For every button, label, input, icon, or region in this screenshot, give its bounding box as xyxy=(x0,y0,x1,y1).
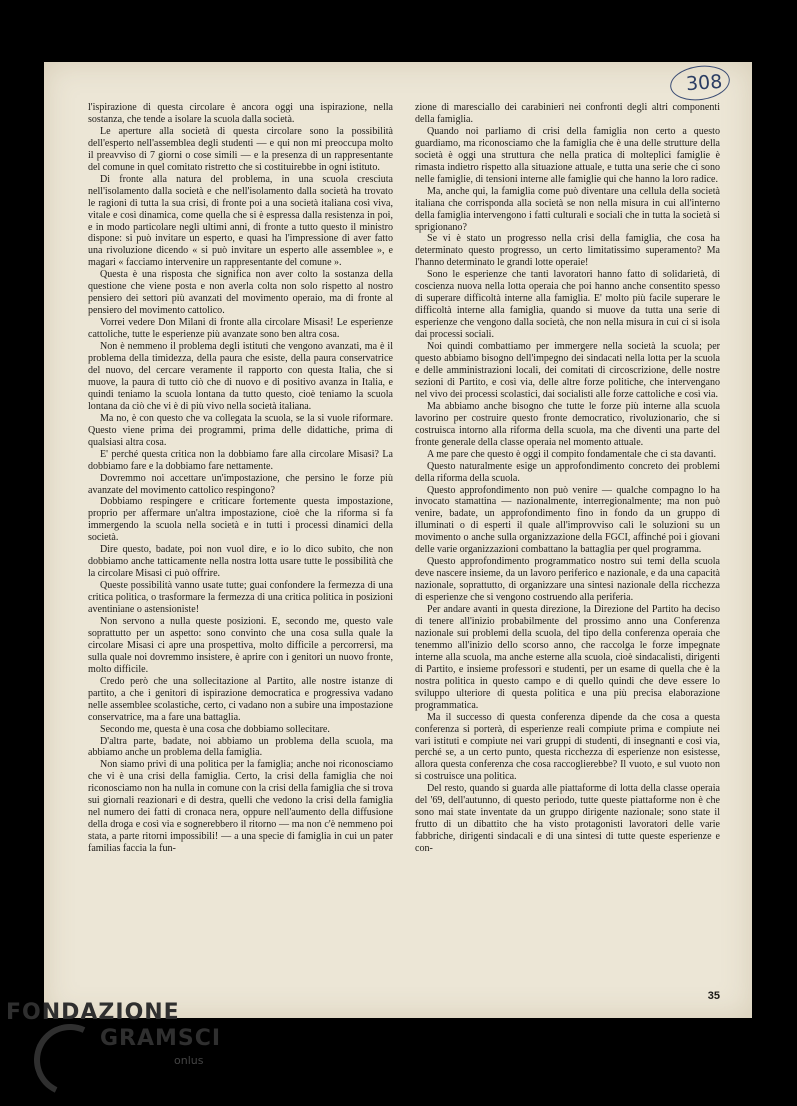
paragraph: Queste possibilità vanno usate tutte; guai confondere la fermezza di una critica politica, o trasformare la fermezza di una critica politica in posizioni aventiniane o astensioniste! xyxy=(88,580,393,616)
paragraph: Non servono a nulla queste posizioni. E, secondo me, questo vale soprattutto per un aspetto: sono convinto che una cosa sulla quale la circolare Misasi ci apre una prospettiva, molto difficile a percorrersi, ma sulla quale noi dovremmo insistere, è aprire con i genitori un nuovo fronte, molto difficile. xyxy=(88,615,393,675)
scanned-page xyxy=(44,62,752,1018)
text-column-right xyxy=(415,102,720,855)
logo-text-gramsci: GRAMSCI xyxy=(100,1026,222,1051)
paragraph: Non è nemmeno il problema degli istituti che vengono avanzati, ma è il problema della timidezza, della paura che esiste, della paura conservatrice del nuovo, del cercare veramente il rapporto con questa Italia, che si muove, la paura di tutto ciò che di nuovo e di positivo avanza in Italia, e quindi teniamo la scuola lontana da tutto questo, cioè teniamo la scuola lontana da ciò che vi è di più vivo nella società italiana. xyxy=(88,341,393,412)
fondazione-gramsci-logo xyxy=(0,1000,230,1080)
paragraph: Credo però che una sollecitazione al Partito, alle nostre istanze di partito, a che i genitori di ispirazione democratica e progressiva vadano nelle assemblee scolastiche, certo, ci vadano non a subire una impostazione conservatrice, ma a fare una battaglia. xyxy=(88,675,393,723)
paragraph: Se vi è stato un progresso nella crisi della famiglia, che cosa ha determinato questo progresso, un certo limitatissimo superamento? Ma l'hanno determinato le grandi lotte operaie! xyxy=(415,233,720,269)
paragraph: Ma il successo di questa conferenza dipende da che cosa a questa conferenza si porterà, di esperienze reali compiute prima e compiute nei vari istituti e compiute nei vari gruppi di studenti, di insegnanti e così via, perché se, a un certo punto, questa ricchezza di esperienze non esistesse, allora questa conferenza che cosa raccoglierebbe? Il vuoto, e sul vuoto non si costruisce una politica. xyxy=(415,711,720,783)
paragraph: D'altra parte, badate, noi abbiamo un problema della scuola, ma abbiamo anche un problema della famiglia. xyxy=(88,735,393,759)
paragraph: Quando noi parliamo di crisi della famiglia non certo a questo guardiamo, ma riconosciamo che la famiglia che è una delle strutture della società è oggi una struttura che nella pratica di molteplici famiglie è rimasta indietro rispetto alla situazione attuale, e tutta una serie che ci sono nelle famiglie, di tensioni interne alle famiglie qui che hanno la loro radice. xyxy=(415,125,720,185)
paragraph: A me pare che questo è oggi il compito fondamentale che ci sta davanti. xyxy=(427,448,717,460)
paragraph: Questo approfondimento programmatico nostro sui temi della scuola deve nascere insieme, da un lavoro periferico e nazionale, e da una capacità nazionale, soprattutto, di organizzare una sintesi nazionale della ricchezza di esperienze che si vengono costruendo alla periferia. xyxy=(415,556,720,604)
paragraph: Questo approfondimento non può venire — qualche compagno lo ha invocato stamattina — nazionalmente, interregionalmente; ma non può venire, badate, un approfondimento fino in fondo da un gruppo di illuminati o di esperti il quale all'improvviso cali le soluzioni su un movimento o anche sulla organizzazione della FGCI, affinché poi i giovani delle varie organizzazioni combattano la battaglia per quel programma. xyxy=(415,484,720,556)
paragraph: Questo naturalmente esige un approfondimento concreto dei problemi della riforma della scuola. xyxy=(415,460,720,484)
paragraph: Ma abbiamo anche bisogno che tutte le forze più interne alla scuola lavorino per costruire questo fronte democratico, rivoluzionario, che si costruisca intorno alla riforma della scuola, ma che diventi una parte del fronte generale della classe operaia nel momento attuale. xyxy=(415,400,720,448)
paragraph: Ma, anche qui, la famiglia come può diventare una cellula della società italiana che corrisponda alla società se non nella misura in cui all'interno della famiglia intervengono i fatti culturali e sociali che in tutta la società si sprigionano? xyxy=(415,185,720,233)
page-number: 35 xyxy=(707,990,720,1002)
paragraph: Le aperture alla società di questa circolare sono la possibilità dell'esperto nell'assemblea degli studenti — e qui non mi preoccupa molto il preavviso di 7 giorni o cose simili — e la presenza di un rappresentante del comune in quel comitato ristretto che si costituirebbe in ogni istituto. xyxy=(88,125,393,173)
text-column-left xyxy=(88,102,393,855)
paragraph: Vorrei vedere Don Milani di fronte alla circolare Misasi! Le esperienze cattoliche, tutte le esperienze più avanzate sono ben altra cosa. xyxy=(88,317,393,341)
paragraph: Non siamo privi di una politica per la famiglia; anche noi riconosciamo che vi è una crisi della famiglia. Certo, la crisi della famiglia che noi riconosciamo non ha nulla in comune con la crisi della famiglia che si trova sui giornali reazionari e di destra, quelli che vedono la crisi della famiglia nel numero dei fatti di cronaca nera, oppure nell'aumento della diffusione della droga e così via e sognerebbero il ritorno — ma non c'è nemmeno poi stata, a parte ritorni impossibili! — a una specie di famiglia in cui un pater familias faccia la fun- xyxy=(88,759,393,855)
handwritten-page-annotation: 308 xyxy=(685,70,723,96)
paragraph: Noi quindi combattiamo per immergere nella società la scuola; per questo abbiamo bisogno dell'impegno dei sindacati nella lotta per la scuola e delle amministrazioni locali, dei comitati di circoscrizione, delle nostre sezioni di Partito, e così via, delle altre forze politiche, che intervengano nel vivo dei processi scolastici, dai socialisti alle forze cattoliche e così via. xyxy=(415,341,720,400)
paragraph: Di fronte alla natura del problema, in una scuola cresciuta nell'isolamento dalla società e che nell'isolamento dalla società ha trovato le ragioni di tutta la sua crisi, di fronte poi a una società italiana così viva, vitale e così dinamica, come quella che si è espressa dalla resistenza in poi, e in modo particolare negli ultimi anni, di fronte a tutto questo il ministro dispone: si può invitare un esperto, e quasi ha l'impressione di aver fatto una rivoluzione dicendo « si può invitare un esperto alle assemblee », e magari « facciamo intervenire un rappresentante del comune ». xyxy=(88,173,393,269)
paragraph: Dire questo, badate, poi non vuol dire, e io lo dico subito, che non dobbiamo anche tatticamente nella nostra lotta usare tutte le possibilità che la circolare Misasi ci può offrire. xyxy=(88,544,393,580)
paragraph: zione di maresciallo dei carabinieri nei confronti degli altri componenti della famiglia. xyxy=(415,102,720,125)
logo-text-fondazione: FONDAZIONE xyxy=(6,1000,180,1025)
paragraph: Dovremmo noi accettare un'impostazione, che persino le forze più avanzate del movimento cattolico respingono? xyxy=(88,472,393,496)
paragraph: Del resto, quando si guarda alle piattaforme di lotta della classe operaia del '69, dell'autunno, di questo periodo, tutte queste piattaforme non è che sono mai state inventate da un gruppo dirigente nazionale; sono state il frutto di un dibattito che ha visto protagonisti lavoratori delle varie fabbriche, dirigenti sindacali e di una sintesi di tutte queste esperienze e con- xyxy=(415,783,720,855)
paragraph: Questa è una risposta che significa non aver colto la sostanza della questione che viene posta e non averla colta non solo rispetto al nostro pensiero dei settori più avanzati del movimento operaio, ma di fronte al pensiero del movimento cattolico. xyxy=(88,269,393,317)
paragraph: Dobbiamo respingere e criticare fortemente questa impostazione, proprio per affermare un'altra impostazione, cioè che la riforma si fa immergendo la scuola nella società e in tutti i processi dinamici della società. xyxy=(88,496,393,544)
paragraph: Per andare avanti in questa direzione, la Direzione del Partito ha deciso di tenere all'inizio probabilmente del prossimo anno una Conferenza nazionale sui problemi della scuola, del tipo della conferenza operaia che tenemmo all'inizio dello scorso anno, che raccolga le forze impegnate interne alla scuola, ma anche esterne alla scuola, cioè sindacalisti, dirigenti di Partito, e insieme professori e studenti, per un esame di quella che è la nostra politica in questo campo e di quello quindi che deve essere lo sviluppo ulteriore di questa politica e una più precisa elaborazione programmatica. xyxy=(415,604,720,711)
logo-text-onlus: onlus xyxy=(174,1054,204,1067)
paragraph: Ma no, è con questo che va collegata la scuola, se la si vuole riformare. Questo viene prima dei programmi, prima delle didattiche, prima di qualsiasi altra cosa. xyxy=(88,412,393,448)
paragraph: l'ispirazione di questa circolare è ancora oggi una ispirazione, nella sostanza, che tende a isolare la scuola dalla società. xyxy=(88,102,393,125)
paragraph: Secondo me, questa è una cosa che dobbiamo sollecitare. xyxy=(100,723,330,735)
paragraph: E' perché questa critica non la dobbiamo fare alla circolare Misasi? La dobbiamo fare e la dobbiamo fare nettamente. xyxy=(88,448,393,472)
paragraph: Sono le esperienze che tanti lavoratori hanno fatto di solidarietà, di coscienza nuova nella lotta operaia che poi hanno anche consentito spesso di superare difficoltà interne alla famiglia. E' molto più facile superare le difficoltà interne alla famiglia, quando si muove da tutta una serie di esperienze che vengono dalla società, che non nella misura in cui ci si isola dai processi sociali. xyxy=(415,269,720,341)
